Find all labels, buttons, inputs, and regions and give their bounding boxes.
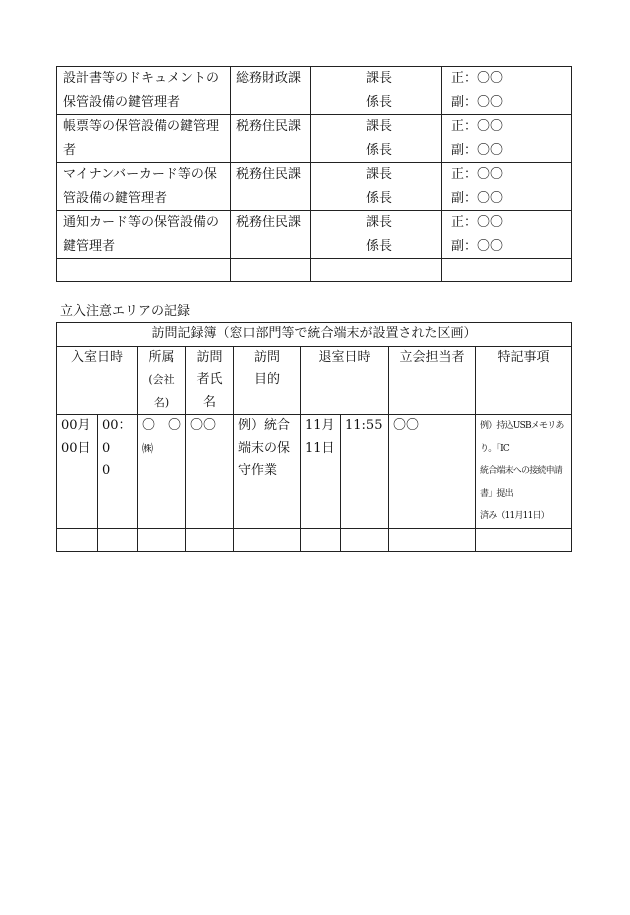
empty-cell <box>442 259 572 282</box>
empty-row <box>57 528 572 551</box>
dept-cell: 総務財政課 <box>231 67 311 115</box>
person-cell: 正：〇〇 副：〇〇 <box>442 163 572 211</box>
visitor-cell: 〇〇 <box>186 415 234 529</box>
empty-cell <box>138 528 186 551</box>
purpose-cell: 例）統合 端末の保 守作業 <box>234 415 301 529</box>
role-cell: 課長 係長 <box>311 163 442 211</box>
target-cell: 設計書等のドキュメントの 保管設備の鍵管理者 <box>57 67 231 115</box>
role-cell: 課長 係長 <box>311 115 442 163</box>
table-row <box>57 115 572 163</box>
person-cell: 正：〇〇 副：〇〇 <box>442 211 572 259</box>
header-exit: 退室日時 <box>301 346 389 415</box>
empty-cell <box>234 528 301 551</box>
witness-cell: 〇〇 <box>389 415 476 529</box>
table-row <box>57 211 572 259</box>
exit-date-cell: 11月 11日 <box>301 415 341 529</box>
role-cell: 課長 係長 <box>311 211 442 259</box>
empty-cell <box>341 528 389 551</box>
empty-cell <box>476 528 572 551</box>
empty-cell <box>231 259 311 282</box>
empty-cell <box>57 528 98 551</box>
empty-cell <box>311 259 442 282</box>
person-cell: 正：〇〇 副：〇〇 <box>442 115 572 163</box>
visit-log-table <box>56 322 572 552</box>
target-cell: 通知カード等の保管設備の 鍵管理者 <box>57 211 231 259</box>
target-cell: 帳票等の保管設備の鍵管理 者 <box>57 115 231 163</box>
header-affiliation: 所属 (会社 名) <box>138 346 186 415</box>
table-row <box>57 163 572 211</box>
empty-cell <box>186 528 234 551</box>
exit-time-cell: 11:55 <box>341 415 389 529</box>
affiliation-cell: 〇 〇 ㈱ <box>138 415 186 529</box>
person-cell: 正：〇〇 副：〇〇 <box>442 67 572 115</box>
empty-cell <box>301 528 341 551</box>
dept-cell: 税務住民課 <box>231 211 311 259</box>
header-purpose: 訪問 目的 <box>234 346 301 415</box>
table-row <box>57 67 572 115</box>
empty-cell <box>57 259 231 282</box>
header-row <box>57 346 572 415</box>
notes-cell: 例）持込USBメモリあり。「IC 統合端末への接続申請書」提出 済み（11月11日） <box>476 415 572 529</box>
key-manager-table <box>56 66 572 282</box>
empty-cell <box>389 528 476 551</box>
visit-log-title: 訪問記録簿（窓口部門等で統合端末が設置された区画） <box>57 323 572 347</box>
dept-cell: 税務住民課 <box>231 163 311 211</box>
empty-cell <box>98 528 138 551</box>
header-notes: 特記事項 <box>476 346 572 415</box>
title-row <box>57 323 572 347</box>
role-cell: 課長 係長 <box>311 67 442 115</box>
table-row <box>57 415 572 529</box>
header-entry: 入室日時 <box>57 346 138 415</box>
entry-date-cell: 00月 00日 <box>57 415 98 529</box>
section-heading: 立入注意エリアの記録 <box>60 304 191 319</box>
dept-cell: 税務住民課 <box>231 115 311 163</box>
header-visitor: 訪問 者氏 名 <box>186 346 234 415</box>
target-cell: マイナンバーカード等の保 管設備の鍵管理者 <box>57 163 231 211</box>
entry-time-cell: 00：0 0 <box>98 415 138 529</box>
empty-row <box>57 259 572 282</box>
header-witness: 立会担当者 <box>389 346 476 415</box>
